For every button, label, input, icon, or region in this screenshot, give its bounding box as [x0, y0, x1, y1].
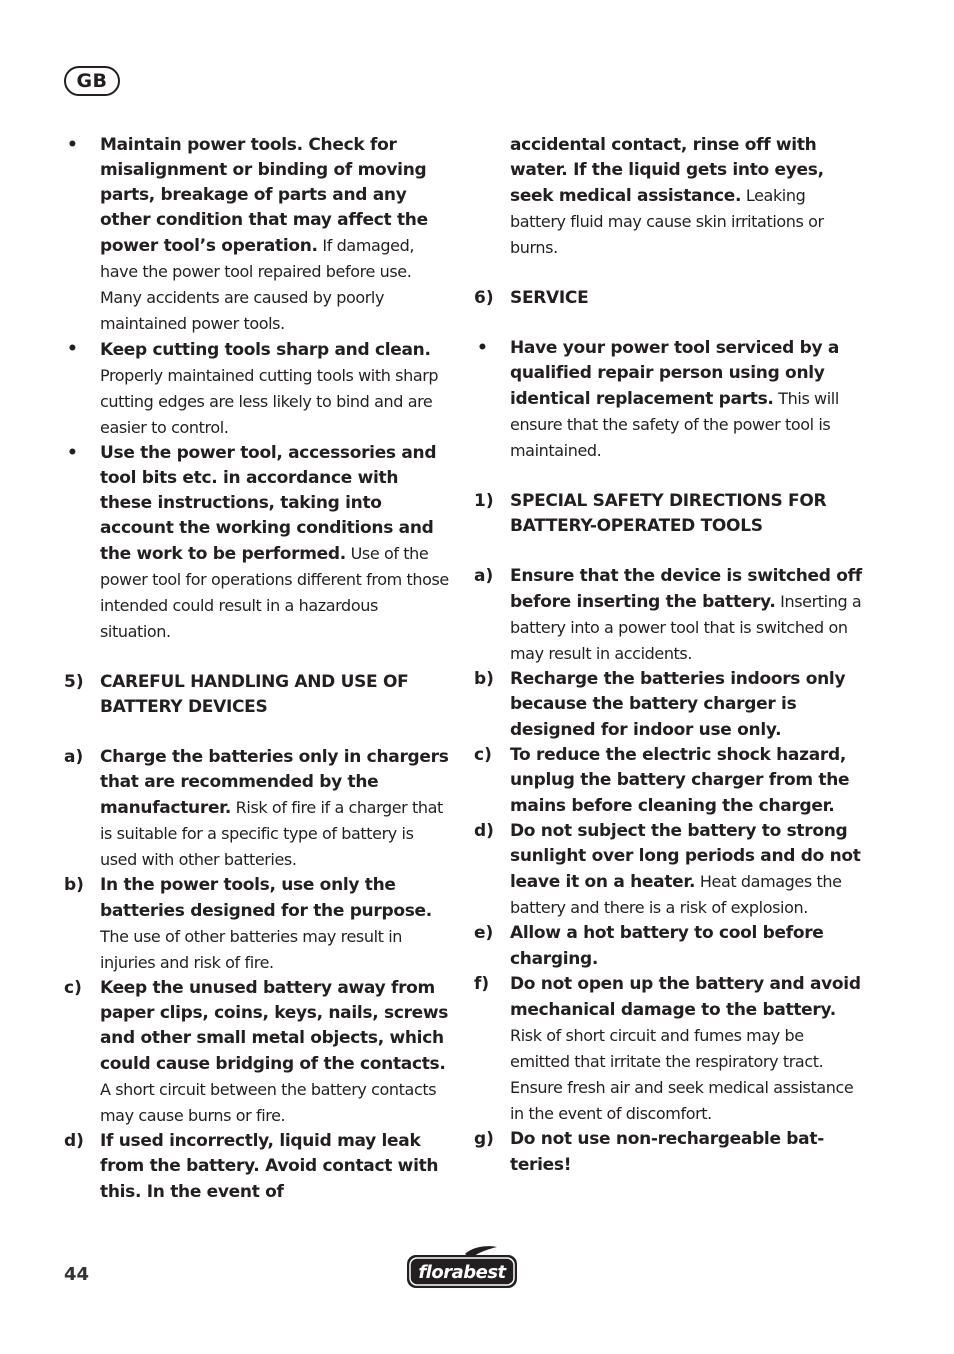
section-heading	[64, 670, 450, 720]
item-marker: g)	[474, 1129, 494, 1149]
logo-text: florabest	[418, 1262, 506, 1283]
section-title: CAREFUL HANDLING AND USE OF BATTERY DEVICES	[100, 672, 409, 717]
item-marker: a)	[64, 747, 84, 767]
list-item	[474, 921, 864, 972]
list-item	[474, 564, 864, 667]
item-bold-text: Have your power tool serviced by a qualified repair person using only identical replacement parts.	[510, 338, 840, 409]
item-bold-text: In the power tools, use only the batteries designed for the purpose.	[100, 875, 432, 921]
item-bold-text: Keep the unused battery away from paper clips, coins, keys, nails, screws and other small metal objects, which could cause bridging of the contacts.	[100, 978, 449, 1074]
item-marker: b)	[474, 669, 494, 689]
section-title: SERVICE	[510, 288, 589, 308]
item-text: Inserting a battery into a power tool that is switched on may result in accidents.	[510, 592, 862, 663]
item-bold-text: accidental contact, rinse off with water. If the liquid gets into eyes, seek medical assistance.	[510, 135, 824, 206]
list-item	[64, 441, 450, 645]
item-bold-text: If used incorrectly, liquid may leak from the battery. Avoid contact with this. In the event of	[100, 1131, 439, 1202]
item-marker: c)	[474, 745, 492, 765]
item-bold-text: Charge the batteries only in chargers that are recommended by the manufacturer.	[100, 747, 449, 818]
item-bold-text: Allow a hot battery to cool before charging.	[510, 923, 824, 969]
item-bold-text: Use the power tool, accessories and tool bits etc. in accordance with these instructions, taking into account the working conditions and the work to be performed.	[100, 443, 437, 564]
list-item	[64, 745, 450, 873]
list-item	[474, 1127, 864, 1178]
section-heading	[474, 286, 864, 311]
left-column	[64, 133, 450, 1205]
item-marker: f)	[474, 974, 490, 994]
section-title: SPECIAL SAFETY DIRECTIONS FOR BATTERY-OPERATED TOOLS	[510, 491, 827, 536]
list-item	[474, 819, 864, 921]
item-bold-text: To reduce the electric shock hazard, unplug the battery charger from the mains before cleaning the charger.	[510, 745, 850, 816]
item-text: Leaking battery fluid may cause skin irritations or burns.	[510, 186, 824, 257]
list-item	[64, 873, 450, 976]
list-item	[474, 743, 864, 819]
list-item	[64, 976, 450, 1129]
list-item	[474, 972, 864, 1127]
item-bold-text: Maintain power tools. Check for misalignment or binding of moving parts, breakage of parts and any other condition that may affect the power tool’s operation.	[100, 135, 428, 256]
section-number: 1)	[474, 491, 494, 511]
item-text: Risk of fire if a charger that is suitable for a specific type of battery is used with other batteries.	[100, 798, 443, 869]
item-bold-text: Do not open up the battery and avoid mechanical damage to the battery.	[510, 974, 861, 1020]
item-text: If damaged, have the power tool repaired before use. Many accidents are caused by poorly maintained power tools.	[100, 236, 415, 333]
item-text: The use of other batteries may result in injuries and risk of fire.	[100, 927, 402, 972]
item-marker: •	[67, 339, 78, 359]
section-number: 5)	[64, 672, 84, 692]
item-text: Use of the power tool for operations different from those intended could result in a hazardous situation.	[100, 544, 449, 641]
item-marker: d)	[64, 1131, 84, 1151]
section-number: 6)	[474, 288, 494, 308]
item-marker: d)	[474, 821, 494, 841]
section-heading	[474, 489, 864, 539]
right-column	[474, 133, 864, 1178]
page-number: 44	[64, 1264, 90, 1285]
florabest-logo	[405, 1244, 519, 1290]
item-marker: •	[67, 135, 78, 155]
item-bold-text: Do not subject the battery to strong sunlight over long periods and do not leave it on a heater.	[510, 821, 861, 892]
item-text: A short circuit between the battery contacts may cause burns or fire.	[100, 1080, 437, 1125]
item-marker: a)	[474, 566, 494, 586]
item-marker: •	[67, 443, 78, 463]
item-bold-text: Keep cutting tools sharp and clean.	[100, 340, 431, 360]
item-marker: •	[477, 338, 488, 358]
item-bold-text: Ensure that the device is switched off before inserting the battery.	[510, 566, 862, 612]
list-item	[64, 337, 450, 441]
item-bold-text: Do not use non-rechargeable batteries!	[510, 1129, 825, 1175]
item-text: Risk of short circuit and fumes may be emitted that irritate the respiratory tract. Ensure fresh air and seek medical assistance in the event of discomfort.	[510, 1026, 854, 1123]
item-marker: b)	[64, 875, 84, 895]
list-item	[474, 336, 864, 464]
item-bold-text: Recharge the batteries indoors only because the battery charger is designed for indoor use only.	[510, 669, 846, 740]
list-item	[64, 133, 450, 337]
item-text: This will ensure that the safety of the power tool is maintained.	[510, 389, 839, 460]
list-item-continued	[474, 133, 864, 261]
item-marker: c)	[64, 978, 82, 998]
list-item	[64, 1129, 450, 1205]
language-badge: GB	[64, 66, 120, 96]
item-text: Heat damages the battery and there is a risk of explosion.	[510, 872, 842, 917]
list-item	[474, 667, 864, 743]
item-text: Properly maintained cutting tools with sharp cutting edges are less likely to bind and are easier to control.	[100, 366, 439, 437]
item-marker: e)	[474, 923, 494, 943]
